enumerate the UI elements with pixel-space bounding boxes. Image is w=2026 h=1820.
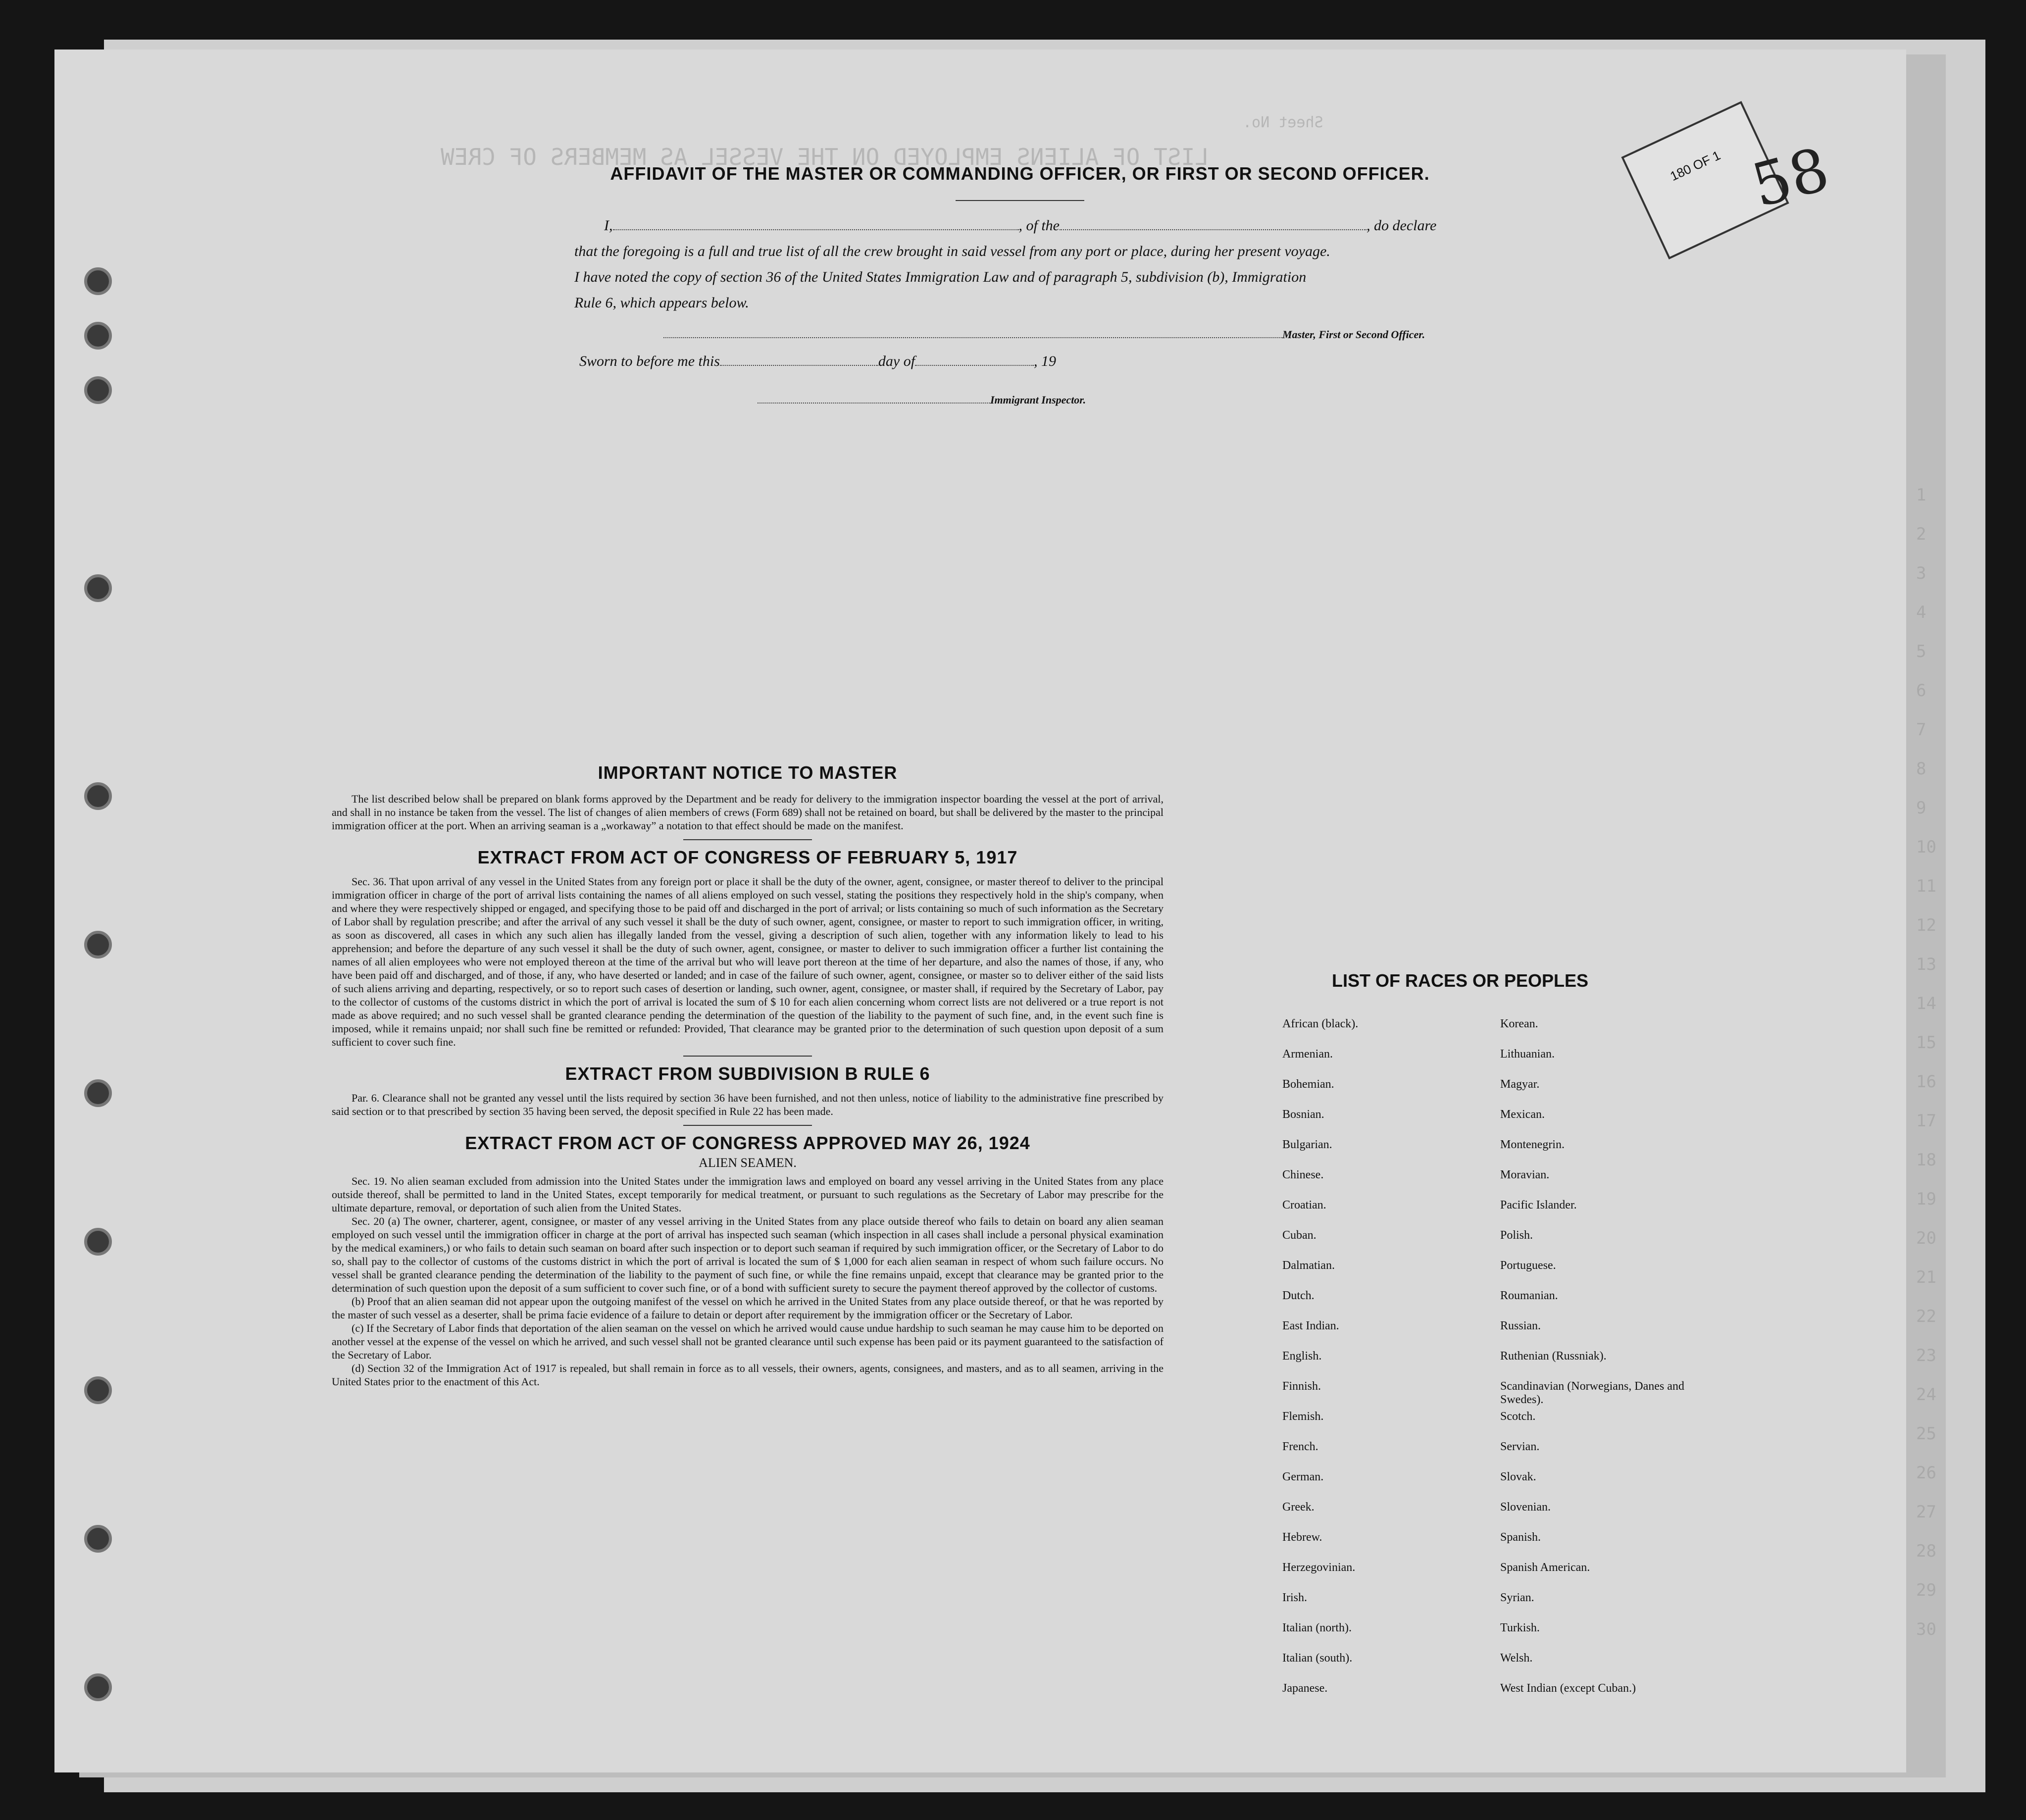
race-item: Roumanian. — [1500, 1289, 1558, 1302]
show-through-sheet-no: Sheet No. — [1243, 114, 1323, 131]
race-item: Finnish. — [1282, 1380, 1321, 1393]
show-through-row-number: 29 — [1916, 1580, 1936, 1600]
race-item: Greek. — [1282, 1501, 1315, 1514]
show-through-row-number: 18 — [1916, 1150, 1936, 1170]
notice-text: The list described below shall be prepared on blank forms approved by the Department and be ready for delivery to the immigration inspector boarding the vessel at the port of arrival, and shall in no instance be taken from the vessel. The list of changes of alien members of crews (Form 689) shall not be retained on board, but shall be delivered by the master to the principal immigration officer at the port. When an arriving seaman is a „workaway” a notation to that effect should be made on the manifest. — [332, 793, 1164, 832]
binder-hole — [84, 1525, 112, 1553]
divider — [956, 200, 1084, 201]
extract-1917-text: Sec. 36. That upon arrival of any vessel in the United States from any foreign port or place it shall be the duty of the owner, agent, consignee, or master thereof to deliver to the principal immigration officer in charge of the port of arrival lists containing the names of all aliens employed on such vessel, stating the positions they respectively hold in the ship's company, when and where they were respectively shipped or engaged, and specifying those to be paid off and discharged in the port of arrival; or lists containing so much of such information as the Secretary of Labor shall by regulation prescribe; and after the arrival of any such vessel it shall be the duty of such owner, agent, consignee, or master to report to such immigration officer, in writing, as soon as discovered, all cases in which any such alien has illegally landed from the vessel, giving a description of such alien, together with any information likely to lead to his apprehension; and before the departure of any such vessel it shall be the duty of such owner, agent, consignee, or master to deliver to such immigration officer a further list containing the names of all alien employees who were not employed thereon at the time of the arrival but who will leave port thereon at the time of her departure, and also the names of those, if any, who have been paid off and discharged, and of those, if any, who have deserted or landed; and in case of the failure of such owner, agent, consignee, or master so to deliver either of the said lists of such aliens arriving and departing, respectively, or so to report such cases of desertion or landing, such owner, agent, consignee, or master shall, if required by the Secretary of Labor, pay to the collector of customs of the customs district in which the port of arrival is located the sum of $ 10 for each alien concerning whom correct lists are not delivered or a true report is not made as above required; and no such vessel shall be granted clearance pending the determination of the question of the liability to the payment of such fine, and, in the event such fine is imposed, while it remains unpaid; nor shall such fine be remitted or refunded: Provided, That clearance may be granted prior to the determination of such question upon deposit of a sum sufficient to cover such fine. — [332, 875, 1164, 1048]
affidavit-line-2: that the foregoing is a full and true list of all the crew brought in said vessel from any port or place, during her present voyage. — [574, 243, 1330, 259]
binder-hole — [84, 1673, 112, 1701]
race-item: Russian. — [1500, 1319, 1541, 1332]
races-list — [1282, 1017, 1718, 1712]
race-item: Bosnian. — [1282, 1108, 1324, 1121]
race-item: Irish. — [1282, 1591, 1307, 1604]
race-item: Flemish. — [1282, 1410, 1324, 1423]
extract-1924-title: EXTRACT FROM ACT OF CONGRESS APPROVED MAY 26, 1924 — [465, 1133, 1030, 1153]
affidavit-i: I, — [604, 217, 613, 234]
show-through-row-number: 21 — [1916, 1267, 1936, 1287]
rule6-title: EXTRACT FROM SUBDIVISION B RULE 6 — [565, 1063, 930, 1084]
race-item: French. — [1282, 1440, 1318, 1453]
extract-1917-title: EXTRACT FROM ACT OF CONGRESS OF FEBRUARY 5, 1917 — [477, 847, 1018, 867]
show-through-row-number: 9 — [1916, 798, 1926, 818]
show-through-row-number: 28 — [1916, 1541, 1936, 1561]
extract-1924-subtitle: ALIEN SEAMEN. — [699, 1156, 797, 1170]
show-through-row-number: 12 — [1916, 915, 1936, 935]
race-item: Slovak. — [1500, 1470, 1536, 1483]
notice-section — [332, 762, 1164, 1388]
races-title: LIST OF RACES OR PEOPLES — [1332, 970, 1589, 991]
race-item: Magyar. — [1500, 1078, 1540, 1091]
extract-1924-paragraph: (c) If the Secretary of Labor finds that deportation of the alien seaman on the vessel on which he arrived would cause undue hardship to such seaman he may cause him to be deported on another vessel at the expense of the vessel on which he arrived, and such vessel shall not be granted clearance until such expense has been paid or its payment guaranteed to the satisfaction of the Secretary of Labor. — [332, 1322, 1164, 1361]
race-item: Mexican. — [1500, 1108, 1545, 1121]
race-item: Spanish. — [1500, 1531, 1541, 1544]
binder-hole — [84, 782, 112, 810]
race-item: Polish. — [1500, 1229, 1533, 1242]
race-item: Bulgarian. — [1282, 1138, 1332, 1151]
extract-1924-paragraph: Sec. 19. No alien seaman excluded from admission into the United States under the immigration laws and employed on board any vessel arriving in the United States from any place outside thereof, shall be permitted to land in the United States, except temporarily for medical treatment, or pursuant to such regulations as the Secretary of Labor may prescribe for the ultimate departure, removal, or deportation of such alien from the United States. — [332, 1175, 1164, 1214]
show-through-row-number: 17 — [1916, 1111, 1936, 1131]
affidavit-line-3: I have noted the copy of section 36 of the United States Immigration Law and of paragraph 5, subdivision (b), Immigration — [574, 269, 1307, 285]
affidavit-title: AFFIDAVIT OF THE MASTER OR COMMANDING OFFICER, OR FIRST OR SECOND OFFICER. — [610, 163, 1430, 184]
race-item: Chinese. — [1282, 1168, 1324, 1181]
show-through-row-number: 20 — [1916, 1228, 1936, 1248]
race-item: Welsh. — [1500, 1652, 1533, 1665]
race-item: Syrian. — [1500, 1591, 1534, 1604]
affidavit-line-4: Rule 6, which appears below. — [574, 295, 749, 311]
race-item: Armenian. — [1282, 1048, 1333, 1061]
show-through-row-number: 8 — [1916, 759, 1926, 779]
binder-hole — [84, 574, 112, 602]
master-signature-line — [663, 323, 1282, 338]
master-label: Master, First or Second Officer. — [1282, 328, 1425, 341]
race-item: Pacific Islander. — [1500, 1199, 1577, 1212]
race-item: African (black). — [1282, 1017, 1359, 1030]
name-blank — [613, 215, 1019, 230]
show-through-row-number: 24 — [1916, 1385, 1936, 1405]
affidavit-text — [574, 213, 1515, 413]
extract-1924-paragraph: (b) Proof that an alien seaman did not appear upon the outgoing manifest of the vessel on which he arrived in the United States from any place outside thereof, or that he was reported by the master of such vessel as a deserter, shall be prima facie evidence of a failure to detain or deport after requirement by the immigration officer or the Secretary of Labor. — [332, 1295, 1164, 1321]
show-through-row-number: 7 — [1916, 720, 1926, 740]
binder-hole — [84, 1079, 112, 1107]
race-item: Dalmatian. — [1282, 1259, 1335, 1272]
sworn-year: , 19 — [1034, 353, 1057, 369]
show-through-row-number: 26 — [1916, 1463, 1936, 1483]
divider — [683, 839, 812, 840]
binder-hole — [84, 1228, 112, 1256]
extract-1924-paragraph: (d) Section 32 of the Immigration Act of 1917 is repealed, but shall remain in force as to all vessels, their owners, agents, consignees, and masters, and as to all seamen, arriving in the United States prior to the enactment of this Act. — [332, 1362, 1164, 1388]
binder-hole — [84, 931, 112, 959]
race-item: Scotch. — [1500, 1410, 1536, 1423]
document-page — [54, 50, 1936, 1772]
show-through-row-number: 23 — [1916, 1346, 1936, 1365]
show-through-row-number: 2 — [1916, 524, 1926, 544]
race-item: Cuban. — [1282, 1229, 1317, 1242]
race-item: Lithuanian. — [1500, 1048, 1555, 1061]
extract-1924-paragraph: Sec. 20 (a) The owner, charterer, agent, consignee, or master of any vessel arriving in the United States from any place outside thereof who fails to detain on board any alien seaman employed on such vessel until the immigration officer in charge at the port of arrival has inspected such seaman (which inspection in all cases shall include a personal physical examination by the medical examiners,) or who fails to detain such seaman on board after such inspection or to deport such seaman if required by such immigration officer, or the Secretary of Labor to do so, shall pay to the collector of customs of the customs district in which the port of arrival is located the sum of $ 1,000 for each alien seaman in respect of whom such failure occurs. No vessel shall be granted clearance pending the determination of the liability to the payment of such fine, or while the fine remains unpaid, except that clearance may be granted prior to the determination of such question upon the deposit of a sum sufficient to cover such fine, or of a bond with sufficient surety to secure the payment thereof approved by the collector of customs. — [332, 1215, 1164, 1294]
race-item: Dutch. — [1282, 1289, 1315, 1302]
binder-hole — [84, 322, 112, 350]
show-through-row-number: 30 — [1916, 1619, 1936, 1639]
race-item: English. — [1282, 1350, 1322, 1363]
race-item: Scandinavian (Norwegians, Danes and Swedes). — [1500, 1380, 1684, 1406]
race-item: Moravian. — [1500, 1168, 1550, 1181]
inspector-label: Immigrant Inspector. — [990, 394, 1086, 406]
binder-hole — [84, 1376, 112, 1404]
show-through-row-number: 3 — [1916, 563, 1926, 583]
race-item: Servian. — [1500, 1440, 1540, 1453]
race-item: Hebrew. — [1282, 1531, 1322, 1544]
vessel-blank — [1060, 215, 1367, 230]
race-item: East Indian. — [1282, 1319, 1339, 1332]
binder-hole — [84, 267, 112, 295]
show-through-row-number: 1 — [1916, 485, 1926, 505]
divider — [683, 1056, 812, 1057]
show-through-row-number: 25 — [1916, 1424, 1936, 1444]
handwritten-mark: 58 — [1745, 135, 1836, 221]
race-item: West Indian (except Cuban.) — [1500, 1682, 1636, 1695]
race-item: Korean. — [1500, 1017, 1538, 1030]
inspector-signature-line — [758, 389, 990, 404]
notice-title: IMPORTANT NOTICE TO MASTER — [598, 762, 898, 783]
rule6-text: Par. 6. Clearance shall not be granted any vessel until the lists required by section 36 have been furnished, and not then unless, notice of liability to the administrative fine prescribed by said section or to that prescribed by section 35 having been served, the deposit specified in Rule 22 has been made. — [332, 1092, 1164, 1117]
sworn-month-blank — [915, 351, 1034, 366]
show-through-row-number: 6 — [1916, 681, 1926, 701]
show-through-row-number: 27 — [1916, 1502, 1936, 1522]
stamp-text: 180 OF 1 — [1668, 148, 1723, 184]
race-item: Japanese. — [1282, 1682, 1328, 1695]
affidavit-declare: , do declare — [1367, 217, 1437, 234]
race-item: Montenegrin. — [1500, 1138, 1565, 1151]
race-item: Croatian. — [1282, 1199, 1326, 1212]
show-through-row-number: 13 — [1916, 955, 1936, 974]
race-item: Bohemian. — [1282, 1078, 1334, 1091]
show-through-row-number: 15 — [1916, 1033, 1936, 1053]
show-through-row-number: 14 — [1916, 994, 1936, 1013]
show-through-row-number: 5 — [1916, 642, 1926, 661]
show-through-row-number: 22 — [1916, 1307, 1936, 1326]
binder-hole — [84, 376, 112, 404]
race-item: Italian (north). — [1282, 1621, 1352, 1634]
show-through-row-number: 19 — [1916, 1189, 1936, 1209]
show-through-header: LIST OF ALIENS EMPLOYED ON THE VESSEL AS MEMBERS OF CREW — [441, 144, 1209, 170]
race-item: Ruthenian (Russniak). — [1500, 1350, 1607, 1363]
race-item: Turkish. — [1500, 1621, 1540, 1634]
show-through-row-number: 11 — [1916, 876, 1936, 896]
show-through-row-number: 10 — [1916, 837, 1936, 857]
sworn-day-of: day of — [878, 353, 915, 369]
show-through-row-number: 16 — [1916, 1072, 1936, 1092]
race-item: Slovenian. — [1500, 1501, 1551, 1514]
show-through-row-number: 4 — [1916, 603, 1926, 622]
race-item: Italian (south). — [1282, 1652, 1353, 1665]
sworn-text: Sworn to before me this — [579, 353, 720, 369]
race-item: Spanish American. — [1500, 1561, 1590, 1574]
race-item: Portuguese. — [1500, 1259, 1556, 1272]
race-item: German. — [1282, 1470, 1324, 1483]
sworn-day-blank — [720, 351, 878, 366]
divider — [683, 1125, 812, 1126]
race-item: Herzegovinian. — [1282, 1561, 1356, 1574]
affidavit-of-the: , of the — [1018, 217, 1060, 234]
